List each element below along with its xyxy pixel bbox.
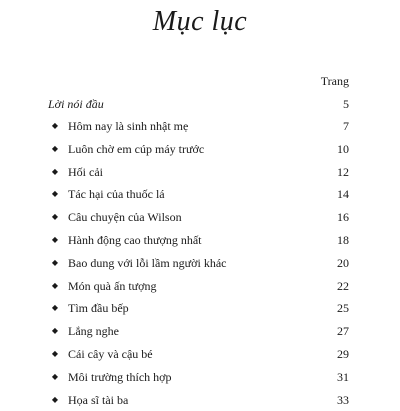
diamond-bullet-icon: ◆ bbox=[51, 257, 59, 267]
toc-entry-title: Lắng nghe bbox=[68, 324, 119, 339]
toc-entry[interactable] bbox=[0, 138, 400, 161]
toc-entry[interactable] bbox=[0, 206, 400, 229]
toc-entry-title: Luôn chờ em cúp máy trước bbox=[68, 141, 205, 156]
diamond-bullet-icon: ◆ bbox=[51, 121, 59, 130]
toc-entry-page: 33 bbox=[337, 392, 349, 407]
toc-entry[interactable] bbox=[0, 115, 400, 138]
toc-intro-title: Lời nói đầu bbox=[48, 97, 104, 111]
toc-entry[interactable] bbox=[0, 161, 400, 184]
toc-entry-page: 14 bbox=[337, 187, 349, 202]
toc-entry[interactable] bbox=[0, 229, 400, 252]
toc-entry-title: Hối cải bbox=[68, 164, 103, 179]
toc-entry[interactable] bbox=[0, 366, 400, 389]
toc-intro-page: 5 bbox=[343, 97, 349, 111]
toc-entry-page: 18 bbox=[337, 232, 349, 247]
toc-entry-title: Bao dung với lỗi lầm người khác bbox=[68, 255, 227, 270]
toc-entry[interactable] bbox=[0, 252, 400, 275]
toc-entry-page: 20 bbox=[337, 255, 349, 270]
diamond-bullet-icon: ◆ bbox=[51, 280, 59, 290]
toc-entry-page: 16 bbox=[337, 210, 349, 225]
diamond-bullet-icon: ◆ bbox=[51, 189, 59, 199]
diamond-bullet-icon: ◆ bbox=[51, 234, 59, 244]
toc-entry[interactable] bbox=[0, 275, 400, 298]
toc-entry-title: Họa sĩ tài ba bbox=[68, 392, 129, 407]
diamond-bullet-icon: ◆ bbox=[51, 143, 59, 153]
diamond-bullet-icon: ◆ bbox=[51, 394, 59, 404]
diamond-bullet-icon: ◆ bbox=[51, 371, 59, 381]
diamond-bullet-icon: ◆ bbox=[51, 166, 59, 176]
diamond-bullet-icon: ◆ bbox=[51, 348, 59, 358]
diamond-bullet-icon: ◆ bbox=[51, 303, 59, 313]
toc-entry-title: Môi trường thích hợp bbox=[68, 369, 172, 384]
toc-entry-page: 12 bbox=[337, 164, 349, 179]
toc-entry-page: 10 bbox=[337, 141, 349, 156]
toc-entry-title: Tác hại của thuốc lá bbox=[68, 187, 165, 202]
diamond-bullet-icon: ◆ bbox=[51, 326, 59, 336]
toc-entry-title: Câu chuyện của Wilson bbox=[68, 210, 182, 225]
toc-entry-title: Món quà ấn tượng bbox=[68, 278, 157, 293]
toc-intro-entry[interactable] bbox=[48, 95, 349, 113]
page-column-header: Trang bbox=[320, 74, 349, 88]
toc-entry-title: Hôm nay là sinh nhật mẹ bbox=[68, 119, 189, 133]
toc-entry-page: 25 bbox=[337, 301, 349, 316]
toc-list bbox=[0, 115, 400, 411]
toc-entry-title: Tìm đầu bếp bbox=[68, 301, 129, 316]
diamond-bullet-icon: ◆ bbox=[51, 212, 59, 222]
toc-entry[interactable] bbox=[0, 297, 400, 320]
toc-entry-title: Cái cây và cậu bé bbox=[68, 346, 153, 361]
page-title: Mục lục bbox=[152, 6, 248, 37]
toc-entry-title: Hành động cao thượng nhất bbox=[68, 232, 202, 247]
toc-entry-page: 31 bbox=[337, 369, 349, 384]
toc-entry-page: 27 bbox=[337, 324, 349, 339]
toc-entry-page: 22 bbox=[337, 278, 349, 293]
toc-entry[interactable] bbox=[0, 343, 400, 366]
toc-entry-page: 7 bbox=[343, 119, 349, 133]
toc-entry-page: 29 bbox=[337, 346, 349, 361]
toc-entry[interactable] bbox=[0, 320, 400, 343]
toc-entry[interactable] bbox=[0, 183, 400, 206]
